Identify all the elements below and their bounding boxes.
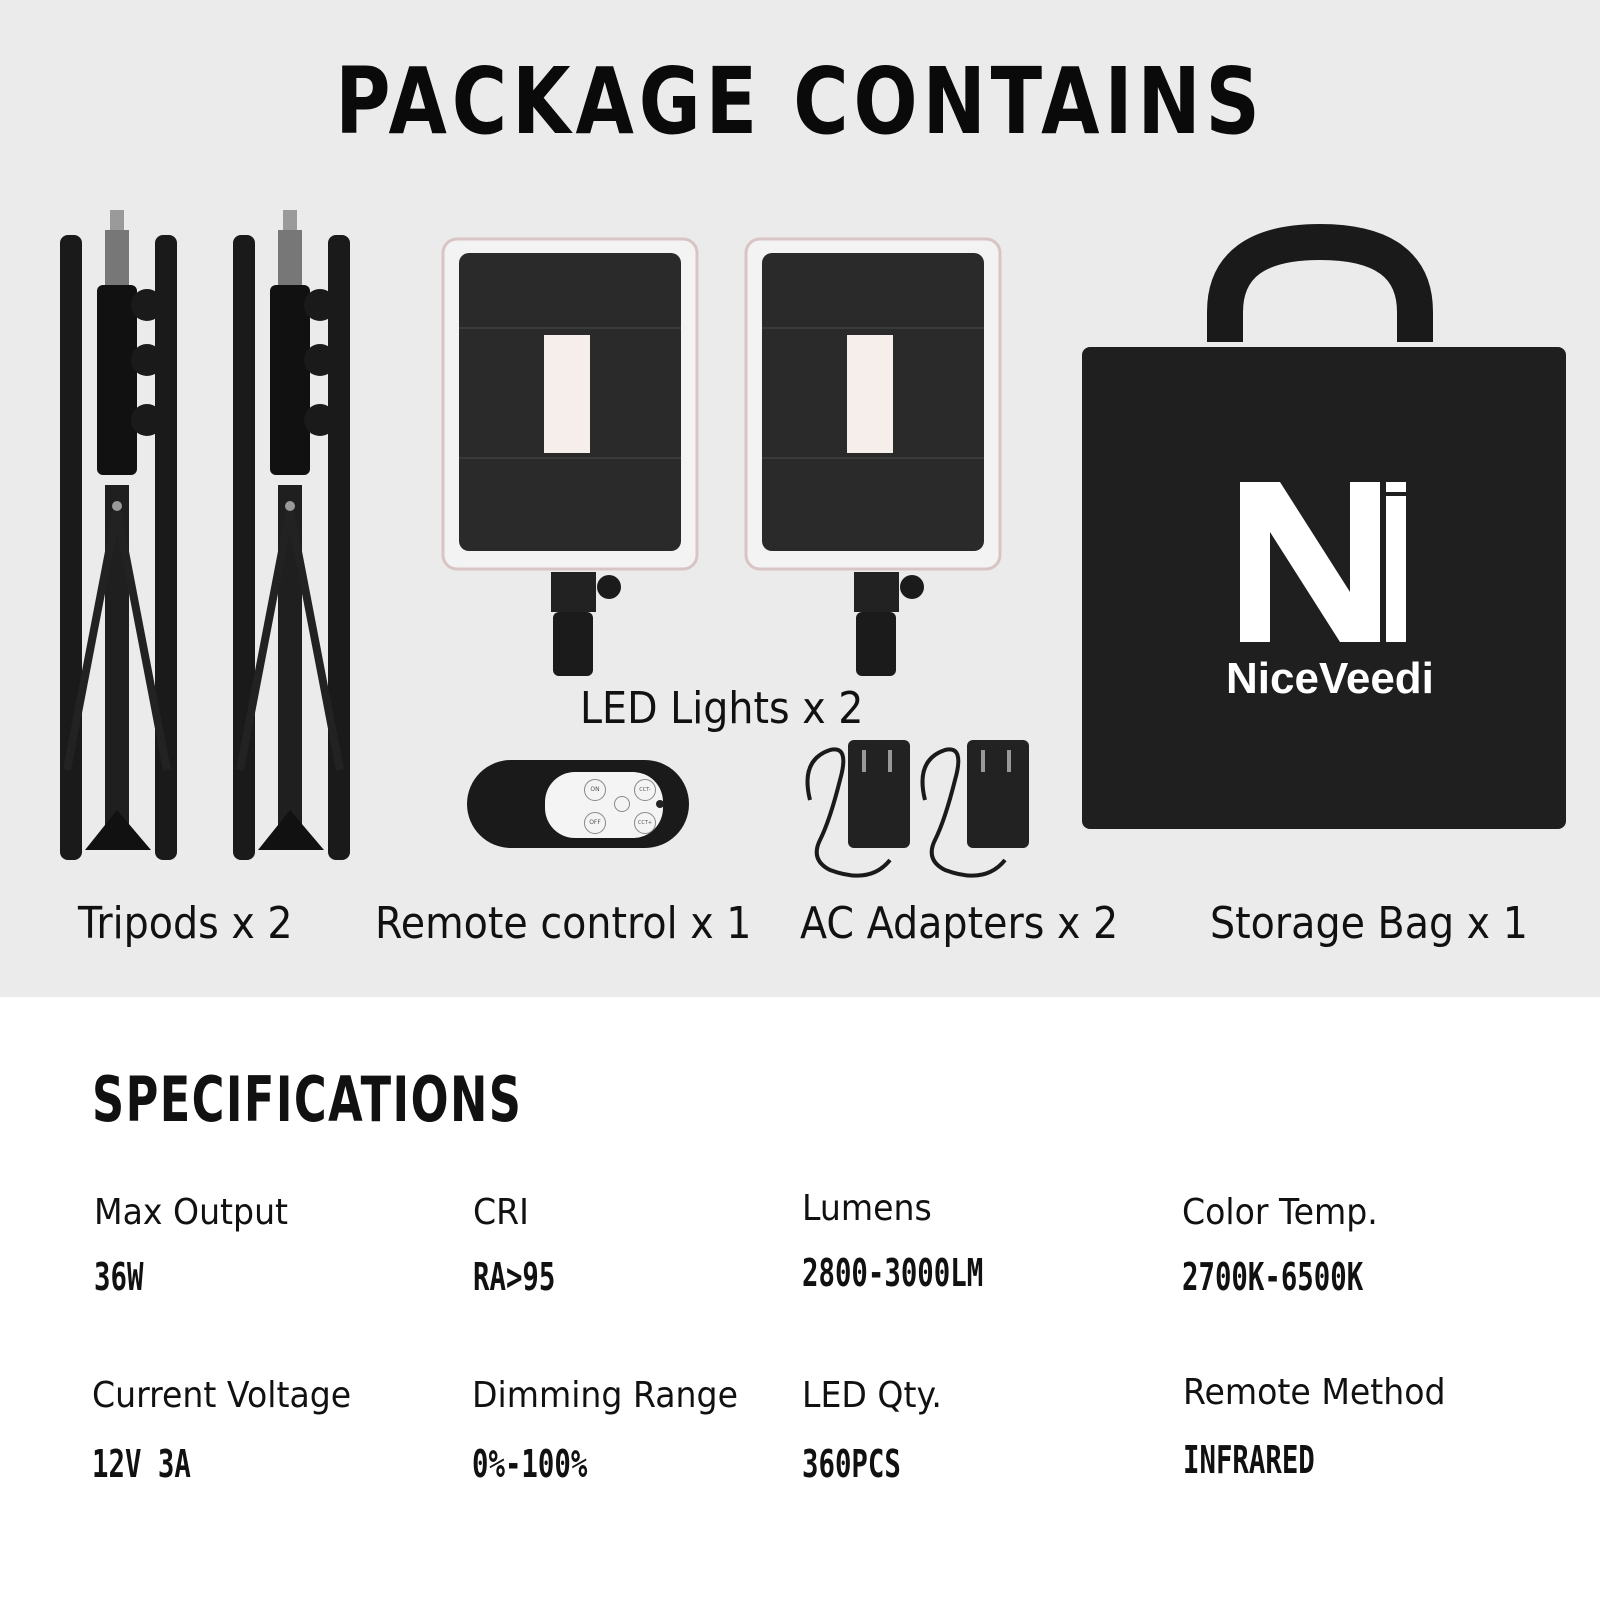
spec-value: INFRARED [1183,1438,1315,1482]
remote-control-label: Remote control x 1 [375,898,752,949]
spec-label: Color Temp. [1182,1192,1378,1233]
remote-brightness-icon [614,796,630,812]
tripod-image-1 [55,210,195,880]
package-title: PACKAGE CONTAINS [335,48,1265,155]
remote-button-cct-minus: CCT- [634,779,656,801]
spec-label: CRI [473,1192,529,1233]
spec-label: LED Qty. [802,1375,942,1416]
spec-label: Lumens [802,1188,932,1229]
spec-value: RA>95 [473,1255,556,1299]
spec-value: 12V 3A [92,1442,191,1486]
tripod-image-2 [228,210,368,880]
storage-bag-image [1080,232,1570,832]
ac-adapter-image-2 [915,740,1035,890]
led-light-image-1 [441,237,701,682]
remote-button-on: ON [584,779,606,801]
tripods-label: Tripods x 2 [78,898,293,949]
spec-label: Current Voltage [92,1375,352,1416]
led-light-image-2 [744,237,1004,682]
spec-value: 0%-100% [472,1442,588,1486]
ac-adapters-label: AC Adapters x 2 [800,898,1119,949]
remote-button-off: OFF [584,812,606,834]
storage-bag-label: Storage Bag x 1 [1210,898,1528,949]
spec-label: Dimming Range [472,1375,738,1416]
spec-value: 360PCS [802,1442,901,1486]
ac-adapter-image-1 [800,740,920,890]
led-lights-label: LED Lights x 2 [580,683,864,734]
spec-value: 2800-3000LM [802,1251,984,1295]
spec-value: 36W [94,1255,144,1299]
remote-control-image [465,758,693,850]
spec-label: Remote Method [1183,1372,1446,1413]
spec-label: Max Output [94,1192,289,1233]
spec-value: 2700K-6500K [1182,1255,1364,1299]
brand-logo-text: NiceVeedi [1226,654,1434,703]
specifications-title: SPECIFICATIONS [92,1063,523,1136]
remote-button-cct-plus: CCT+ [634,812,656,834]
